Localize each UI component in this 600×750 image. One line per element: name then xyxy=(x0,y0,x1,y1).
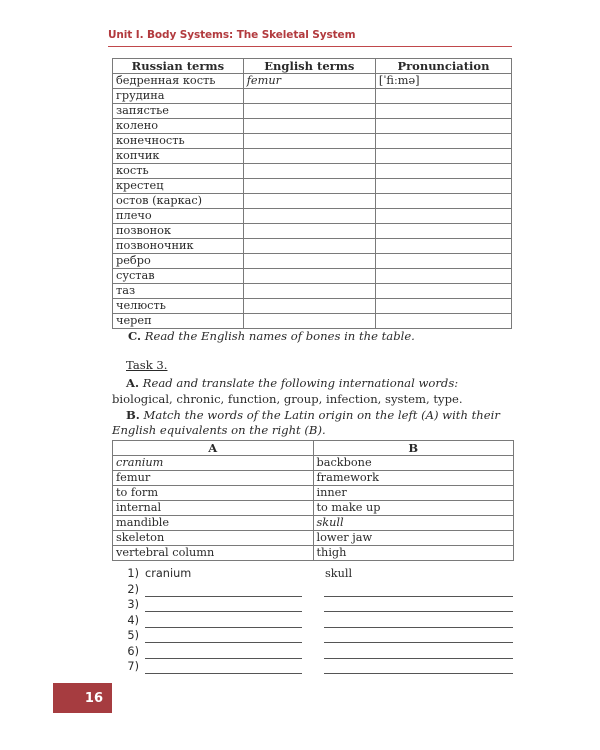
answer-right-blank[interactable] xyxy=(324,611,513,612)
answer-left-blank[interactable] xyxy=(145,596,302,597)
english-term-cell xyxy=(243,164,375,179)
match-row xyxy=(113,486,514,501)
match-row xyxy=(113,531,514,546)
match-row xyxy=(113,501,514,516)
pronunciation-cell xyxy=(375,269,511,284)
pronunciation-cell xyxy=(375,224,511,239)
terms-row xyxy=(113,74,512,89)
pronunciation-cell: [ˈfiːmə] xyxy=(375,74,511,89)
terms-row xyxy=(113,104,512,119)
russian-term-cell: бедренная кость xyxy=(113,74,244,89)
latin-word-cell: to form xyxy=(113,486,314,501)
answer-number: 1) xyxy=(127,567,139,580)
task3-b-label: B. xyxy=(126,408,140,422)
terms-row xyxy=(113,254,512,269)
russian-term-cell: остов (каркас) xyxy=(113,194,244,209)
terms-row xyxy=(113,194,512,209)
terms-row xyxy=(113,164,512,179)
answer-left-blank[interactable] xyxy=(145,658,302,659)
latin-word-cell: femur xyxy=(113,471,314,486)
russian-term-cell: крестец xyxy=(113,179,244,194)
terms-row xyxy=(113,149,512,164)
english-term-cell xyxy=(243,119,375,134)
english-term-cell xyxy=(243,104,375,119)
latin-word-cell: skeleton xyxy=(113,531,314,546)
task3-a-label: A. xyxy=(126,376,140,390)
match-row xyxy=(113,546,514,561)
task-c-text: Read the English names of bones in the table. xyxy=(144,329,415,343)
answer-right-blank[interactable] xyxy=(324,673,513,674)
task3-title: Task 3. xyxy=(126,358,168,372)
english-equivalent-cell: thigh xyxy=(313,546,514,561)
russian-term-cell: кость xyxy=(113,164,244,179)
task3-b xyxy=(126,408,500,422)
english-term-cell xyxy=(243,209,375,224)
terms-row xyxy=(113,179,512,194)
task3-b-text1: Match the words of the Latin origin on the left (A) with their xyxy=(143,408,500,422)
terms-table-header xyxy=(113,59,512,74)
english-term-cell xyxy=(243,299,375,314)
answer-right-text: skull xyxy=(325,567,353,580)
answer-left-text: cranium xyxy=(145,567,192,580)
english-equivalent-cell: framework xyxy=(313,471,514,486)
russian-term-cell: таз xyxy=(113,284,244,299)
task3-a xyxy=(126,376,458,390)
russian-term-cell: колено xyxy=(113,119,244,134)
answer-right-blank[interactable] xyxy=(324,627,513,628)
task3-a-text: Read and translate the following international words: xyxy=(142,376,459,390)
english-term-cell xyxy=(243,314,375,329)
english-term-cell xyxy=(243,89,375,104)
terms-row xyxy=(113,284,512,299)
answer-right-blank[interactable] xyxy=(324,596,513,597)
latin-word-cell: vertebral column xyxy=(113,546,314,561)
task3-a-words: biological, chronic, function, group, infection, system, type. xyxy=(112,392,463,406)
pronunciation-cell xyxy=(375,119,511,134)
english-term-cell xyxy=(243,194,375,209)
russian-term-cell: позвоночник xyxy=(113,239,244,254)
pronunciation-cell xyxy=(375,209,511,224)
russian-term-cell: ребро xyxy=(113,254,244,269)
russian-term-cell: запястье xyxy=(113,104,244,119)
answer-number: 2) xyxy=(127,582,139,596)
answer-right-blank[interactable] xyxy=(324,658,513,659)
pronunciation-cell xyxy=(375,299,511,314)
english-term-cell xyxy=(243,239,375,254)
russian-term-cell: грудина xyxy=(113,89,244,104)
pronunciation-cell xyxy=(375,164,511,179)
answer-left-blank[interactable] xyxy=(145,642,302,643)
answer-right-blank[interactable] xyxy=(324,642,513,643)
pronunciation-cell xyxy=(375,194,511,209)
pronunciation-cell xyxy=(375,149,511,164)
col-header-english: English terms xyxy=(243,59,375,74)
col-header-russian: Russian terms xyxy=(113,59,244,74)
pronunciation-cell xyxy=(375,104,511,119)
pronunciation-cell xyxy=(375,284,511,299)
english-term-cell xyxy=(243,134,375,149)
terms-row xyxy=(113,134,512,149)
russian-term-cell: конечность xyxy=(113,134,244,149)
russian-term-cell: позвонок xyxy=(113,224,244,239)
terms-row xyxy=(113,314,512,329)
russian-term-cell: плечо xyxy=(113,209,244,224)
answer-number: 4) xyxy=(127,613,139,627)
pronunciation-cell xyxy=(375,314,511,329)
pronunciation-cell xyxy=(375,254,511,269)
russian-term-cell: копчик xyxy=(113,149,244,164)
col-header-a: A xyxy=(113,441,314,456)
terms-row xyxy=(113,224,512,239)
answer-number: 5) xyxy=(127,629,139,642)
english-term-cell xyxy=(243,284,375,299)
terms-row xyxy=(113,269,512,284)
match-table xyxy=(112,440,514,561)
terms-row xyxy=(113,89,512,104)
russian-term-cell: сустав xyxy=(113,269,244,284)
col-header-b: B xyxy=(313,441,514,456)
answer-left-blank[interactable] xyxy=(145,627,302,628)
answer-number: 7) xyxy=(127,660,139,673)
english-equivalent-cell: inner xyxy=(313,486,514,501)
english-term-cell xyxy=(243,179,375,194)
english-equivalent-cell: backbone xyxy=(313,456,514,471)
english-term-cell xyxy=(243,254,375,269)
pronunciation-cell xyxy=(375,134,511,149)
page-number: 16 xyxy=(53,683,112,713)
english-equivalent-cell: to make up xyxy=(313,501,514,516)
pronunciation-cell xyxy=(375,89,511,104)
answer-number: 6) xyxy=(127,644,139,658)
terms-row xyxy=(113,209,512,224)
pronunciation-cell xyxy=(375,239,511,254)
english-term-cell xyxy=(243,149,375,164)
match-table-header xyxy=(113,441,514,456)
russian-term-cell: череп xyxy=(113,314,244,329)
match-row xyxy=(113,456,514,471)
russian-term-cell: челюсть xyxy=(113,299,244,314)
answer-left-blank[interactable] xyxy=(145,673,302,674)
english-term-cell xyxy=(243,269,375,284)
latin-word-cell: mandible xyxy=(113,516,314,531)
terms-row xyxy=(113,239,512,254)
terms-row xyxy=(113,299,512,314)
latin-word-cell: internal xyxy=(113,501,314,516)
latin-word-cell: cranium xyxy=(113,456,314,471)
answer-left-blank[interactable] xyxy=(145,611,302,612)
match-row xyxy=(113,516,514,531)
task3-b-text2: English equivalents on the right (B). xyxy=(112,423,326,437)
unit-header: Unit I. Body Systems: The Skeletal System xyxy=(108,29,512,47)
col-header-pronunciation: Pronunciation xyxy=(375,59,511,74)
task-c xyxy=(128,329,415,343)
task-c-label: C. xyxy=(128,329,142,343)
terms-row xyxy=(113,119,512,134)
match-row xyxy=(113,471,514,486)
pronunciation-cell xyxy=(375,179,511,194)
english-term-cell: femur xyxy=(243,74,375,89)
english-equivalent-cell: lower jaw xyxy=(313,531,514,546)
english-equivalent-cell: skull xyxy=(313,516,514,531)
terms-table xyxy=(112,58,512,329)
answer-number: 3) xyxy=(127,598,139,611)
english-term-cell xyxy=(243,224,375,239)
